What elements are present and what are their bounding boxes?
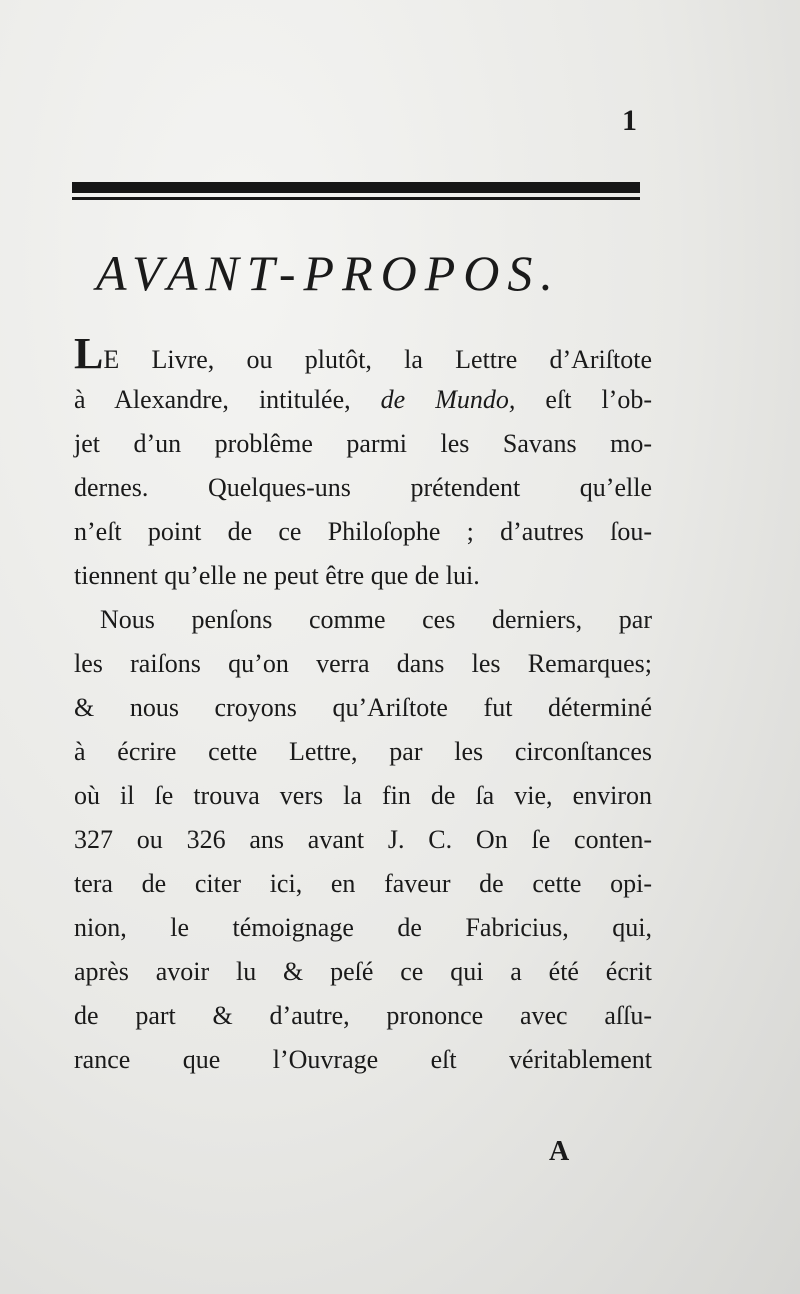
text-line: après avoir lu & peſé ce qui a été écrit	[74, 957, 652, 986]
text-line: rance que l’Ouvrage eſt véritablement	[74, 1045, 652, 1074]
text-line: où il ſe trouva vers la fin de ſa vie, environ	[74, 781, 652, 810]
text-line: les raiſons qu’on verra dans les Remarques;	[74, 649, 652, 678]
thick-rule	[72, 182, 640, 193]
signature-mark: A	[549, 1136, 570, 1167]
text-line: & nous croyons qu’Ariſtote fut déterminé	[74, 693, 652, 722]
book-title-italic: de Mundo,	[380, 385, 516, 414]
text-line: tiennent qu’elle ne peut être que de lui.	[74, 561, 480, 590]
text-line: n’eſt point de ce Philoſophe ; d’autres ſou-	[74, 517, 652, 546]
body-text	[74, 329, 652, 1082]
text-line: tera de citer ici, en faveur de cette opi-	[74, 869, 652, 898]
text-line: à écrire cette Lettre, par les circonſtances	[74, 737, 652, 766]
drop-cap: L	[74, 329, 104, 378]
header-rule	[72, 176, 640, 208]
thin-rule	[72, 197, 640, 200]
text-line: 327 ou 326 ans avant J. C. On ſe conten-	[74, 825, 652, 854]
text-line: Nous penſons comme ces derniers, par	[100, 605, 652, 634]
text-line: dernes. Quelques-uns prétendent qu’elle	[74, 473, 652, 502]
text-line: à Alexandre, intitulée, de Mundo, eſt l’ob-	[74, 385, 652, 414]
text-line: nion, le témoignage de Fabricius, qui,	[74, 913, 652, 942]
page-number: 1	[622, 104, 637, 137]
text-line: jet d’un problême parmi les Savans mo-	[74, 429, 652, 458]
text-line: de part & d’autre, prononce avec aſſu-	[74, 1001, 652, 1030]
chapter-heading: AVANT-PROPOS.	[96, 245, 561, 301]
text-line: LE Livre, ou plutôt, la Lettre d’Ariſtote	[74, 329, 652, 378]
